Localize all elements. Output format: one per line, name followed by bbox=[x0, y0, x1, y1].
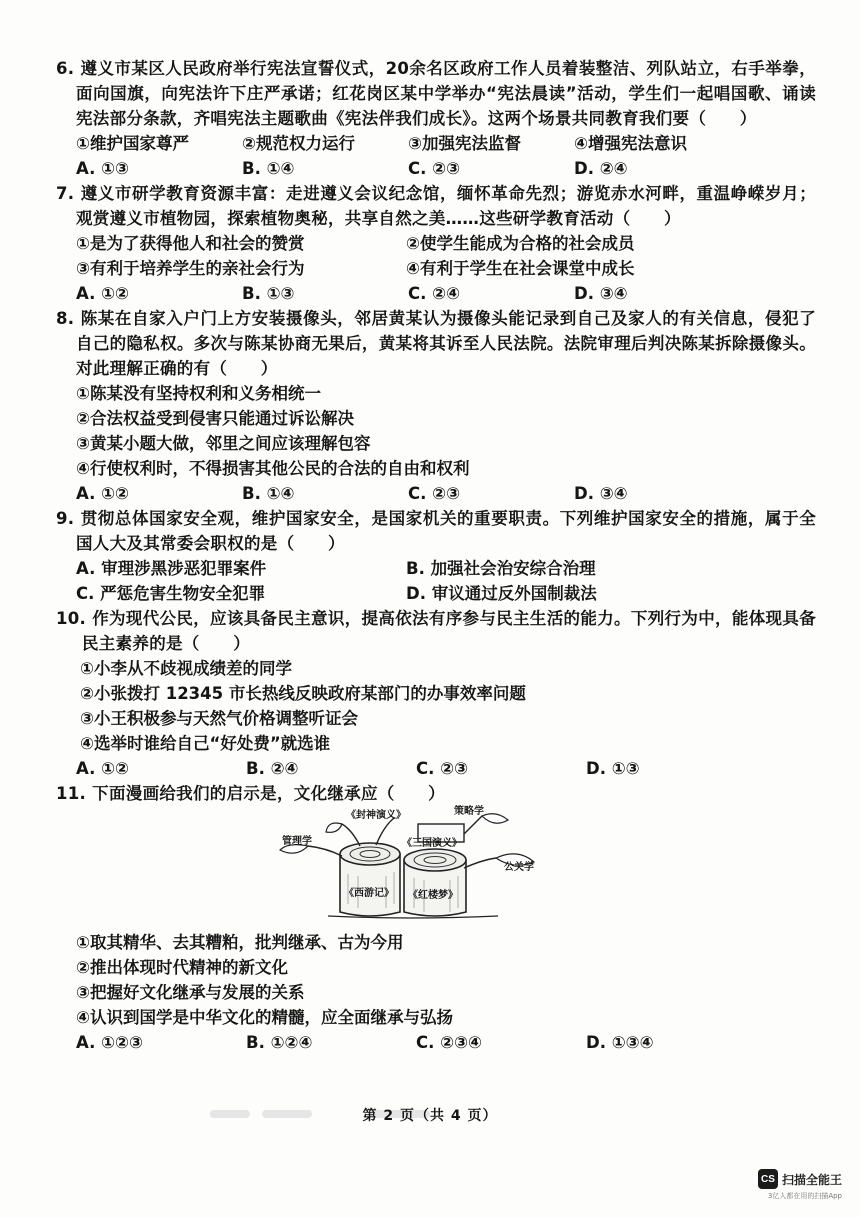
question-11-stem: 11. 下面漫画给我们的启示是，文化继承应（ ） bbox=[56, 784, 445, 803]
question-10-choice-c: C. ②③ bbox=[416, 759, 469, 778]
question-11-choice-a: A. ①②③ bbox=[76, 1033, 143, 1052]
question-11-choice-d: D. ①③④ bbox=[586, 1033, 654, 1052]
question-6 bbox=[56, 56, 816, 181]
question-11-choices bbox=[56, 1030, 816, 1055]
question-7-item-1: ①是为了获得他人和社会的赞赏 bbox=[76, 234, 305, 253]
question-9-choice-b: B. 加强社会治安综合治理 bbox=[406, 559, 596, 578]
question-7-stem: 7. 遵义市研学教育资源丰富：走进遵义会议纪念馆，缅怀革命先烈；游览赤水河畔，重温峥嵘岁月；观赏遵义市植物园，探索植物奥秘，共享自然之美……这些研学教育活动（ ） bbox=[56, 184, 816, 228]
question-10-choices bbox=[56, 756, 816, 781]
question-8-choice-a: A. ①② bbox=[76, 484, 130, 503]
question-8-choice-d: D. ③④ bbox=[574, 484, 628, 503]
question-6-item-1: ①维护国家尊严 bbox=[76, 134, 189, 153]
question-9-stem: 9. 贯彻总体国家安全观，维护国家安全，是国家机关的重要职责。下列维护国家安全的措施，属于全国人大及其常委会职权的是（ ） bbox=[56, 509, 816, 553]
question-9 bbox=[56, 506, 816, 606]
question-6-items bbox=[56, 131, 816, 156]
question-10-choice-a: A. ①② bbox=[76, 759, 130, 778]
question-6-choices bbox=[56, 156, 816, 181]
question-10-choice-b: B. ②④ bbox=[246, 759, 299, 778]
question-9-choice-c: C. 严惩危害生物安全犯罪 bbox=[76, 584, 266, 603]
question-7-choice-a: A. ①② bbox=[76, 284, 130, 303]
question-7-choice-b: B. ①③ bbox=[242, 284, 295, 303]
question-10-item-1: ①小李从不歧视成绩差的同学 bbox=[80, 659, 292, 678]
question-8-choices bbox=[56, 481, 816, 506]
question-7 bbox=[56, 181, 816, 306]
question-9-choices-row-1 bbox=[56, 556, 816, 581]
question-8-item-1: ①陈某没有坚持权利和义务相统一 bbox=[76, 384, 321, 403]
question-8-item-4: ④行使权利时，不得损害其他公民的合法的自由和权利 bbox=[76, 459, 470, 478]
question-8 bbox=[56, 306, 816, 506]
scanner-app-name: 扫描全能王 bbox=[781, 1172, 842, 1187]
comic-label-fengshen: 《封神演义》 bbox=[346, 810, 406, 821]
question-6-choice-d: D. ②④ bbox=[574, 159, 628, 178]
question-9-choice-d: D. 审议通过反外国制裁法 bbox=[406, 584, 597, 603]
question-6-choice-a: A. ①③ bbox=[76, 159, 130, 178]
question-7-item-2: ②使学生能成为合格的社会成员 bbox=[406, 234, 635, 253]
question-10-item-3: ③小王积极参与天然气价格调整听证会 bbox=[80, 709, 358, 728]
comic-tree-stumps bbox=[268, 806, 548, 922]
question-11 bbox=[56, 781, 816, 1055]
question-6-choice-c: C. ②③ bbox=[408, 159, 461, 178]
scanner-logo-icon: CS bbox=[758, 1169, 778, 1189]
comic-label-sanguo: 《三国演义》 bbox=[402, 838, 462, 849]
comic-label-xiyou: 《西游记》 bbox=[344, 888, 394, 899]
question-8-item-2: ②合法权益受到侵害只能通过诉讼解决 bbox=[76, 409, 354, 428]
scanner-tagline: 3亿人都在用的扫描App bbox=[767, 1192, 842, 1200]
question-7-items-row-2 bbox=[56, 256, 816, 281]
question-11-choice-b: B. ①②④ bbox=[246, 1033, 313, 1052]
question-6-choice-b: B. ①④ bbox=[242, 159, 295, 178]
question-8-choice-c: C. ②③ bbox=[408, 484, 461, 503]
comic-label-strategy: 策略学 bbox=[454, 806, 484, 817]
question-8-item-3: ③黄某小题大做，邻里之间应该理解包容 bbox=[76, 434, 371, 453]
question-6-item-2: ②规范权力运行 bbox=[242, 134, 355, 153]
question-7-choice-c: C. ②④ bbox=[408, 284, 461, 303]
scanner-watermark bbox=[732, 1169, 842, 1201]
question-list bbox=[56, 56, 816, 1055]
question-10-choice-d: D. ①③ bbox=[586, 759, 640, 778]
question-9-choice-a: A. 审理涉黑涉恶犯罪案件 bbox=[76, 559, 267, 578]
question-10-item-2: ②小张拨打 12345 市长热线反映政府某部门的办事效率问题 bbox=[80, 684, 526, 703]
question-11-choice-c: C. ②③④ bbox=[416, 1033, 483, 1052]
question-11-item-4: ④认识到国学是中华文化的精髓，应全面继承与弘扬 bbox=[76, 1008, 453, 1027]
question-8-stem: 8. 陈某在自家入户门上方安装摄像头，邻居黄某认为摄像头能记录到自己及家人的有关信息，侵犯了自己的隐私权。多次与陈某协商无果后，黄某将其诉至人民法院。法院审理后判决陈某拆除摄像头。对此理解正确的有（ ） bbox=[56, 309, 816, 378]
question-7-items-row-1 bbox=[56, 231, 816, 256]
question-6-stem: 6. 遵义市某区人民政府举行宪法宣誓仪式，20余名区政府工作人员着装整洁、列队站立，右手举拳，面向国旗，向宪法许下庄严承诺；红花岗区某中学举办“宪法晨读”活动，学生们一起唱国歌、诵读宪法部分条款，齐唱宪法主题歌曲《宪法伴我们成长》。这两个场景共同教育我们要（ ） bbox=[56, 59, 816, 128]
question-6-item-3: ③加强宪法监督 bbox=[408, 134, 521, 153]
comic-label-management: 管理学 bbox=[282, 836, 312, 847]
question-8-choice-b: B. ①④ bbox=[242, 484, 295, 503]
comic-label-pr: 公关学 bbox=[504, 862, 534, 873]
page-number: 第 2 页（共 4 页） bbox=[362, 1108, 498, 1124]
question-9-choices-row-2 bbox=[56, 581, 816, 606]
question-7-item-3: ③有利于培养学生的亲社会行为 bbox=[76, 259, 305, 278]
question-10 bbox=[56, 606, 816, 781]
question-11-item-1: ①取其精华、去其糟粕，批判继承、古为今用 bbox=[76, 933, 404, 952]
question-11-item-3: ③把握好文化继承与发展的关系 bbox=[76, 983, 305, 1002]
question-7-choices bbox=[56, 281, 816, 306]
question-11-item-2: ②推出体现时代精神的新文化 bbox=[76, 958, 288, 977]
question-10-stem: 10. 作为现代公民，应该具备民主意识，提高依法有序参与民主生活的能力。下列行为中，能体现具备民主素养的是（ ） bbox=[56, 609, 816, 653]
question-7-choice-d: D. ③④ bbox=[574, 284, 628, 303]
comic-label-honglou: 《红楼梦》 bbox=[408, 890, 458, 901]
question-6-item-4: ④增强宪法意识 bbox=[574, 134, 687, 153]
question-10-item-4: ④选举时谁给自己“好处费”就选谁 bbox=[80, 734, 331, 753]
question-7-item-4: ④有利于学生在社会课堂中成长 bbox=[406, 259, 635, 278]
